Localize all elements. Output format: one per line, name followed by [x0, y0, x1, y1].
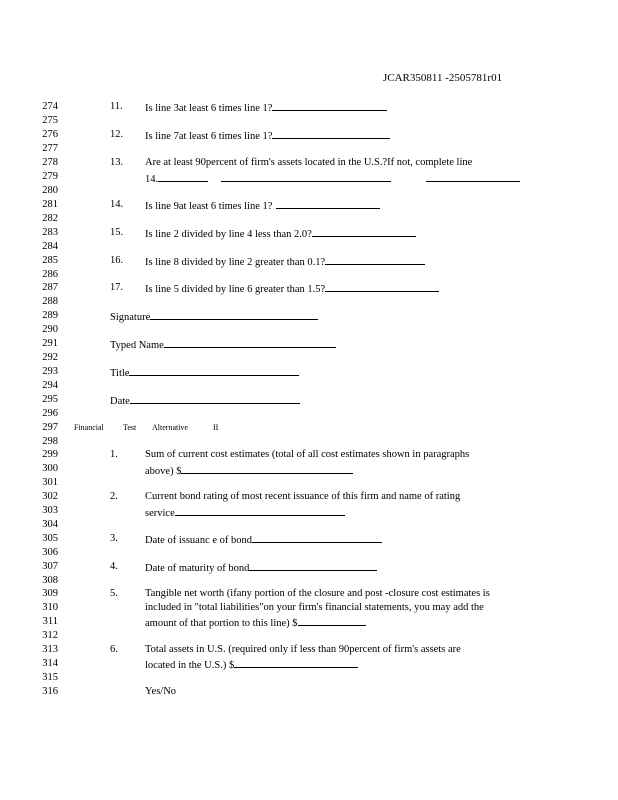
line-number: 315 — [42, 672, 58, 683]
item-number: 13. — [110, 157, 124, 168]
section-heading-word: Test — [123, 423, 137, 432]
yes-no-label: Yes/No — [145, 686, 177, 697]
answer-blank[interactable] — [325, 282, 439, 292]
signature-blank[interactable] — [150, 310, 318, 320]
typed-name-blank[interactable] — [164, 338, 336, 348]
line-number: 293 — [42, 366, 58, 377]
item-text: Sum of current cost estimates (total of all cost estimates shown in paragraphs — [145, 449, 470, 460]
line-number: 283 — [42, 227, 58, 238]
answer-blank[interactable] — [249, 561, 377, 571]
line-number: 307 — [42, 561, 58, 572]
item-text: Date of maturity of bond — [145, 561, 377, 574]
item-number: 16. — [110, 255, 124, 266]
line-number: 306 — [42, 547, 58, 558]
line-number: 298 — [42, 436, 58, 447]
item-text — [145, 129, 390, 142]
item-question: Is line 7at least 6 times line 1? — [145, 131, 273, 142]
line-number: 316 — [42, 686, 58, 697]
line-number: 312 — [42, 630, 58, 641]
line-number: 292 — [42, 352, 58, 363]
item-text — [145, 199, 380, 212]
item-number: 1. — [110, 449, 118, 460]
item-text-continued: located in the U.S.) $ — [145, 658, 358, 671]
item-text-continued: above) $ — [145, 464, 353, 477]
item-number: 6. — [110, 644, 118, 655]
line-number: 296 — [42, 408, 58, 419]
item-text-continued: 14. — [145, 172, 208, 185]
line-number: 313 — [42, 644, 58, 655]
line-number: 302 — [42, 491, 58, 502]
line-number: 286 — [42, 269, 58, 280]
line-number: 277 — [42, 143, 58, 154]
answer-blank[interactable] — [272, 129, 390, 139]
item-text: Are at least 90percent of firm's assets located in the U.S.?If not, complete line — [145, 157, 473, 168]
item-question: Is line 8 divided by line 2 greater than 0.1? — [145, 257, 326, 268]
line-number: 278 — [42, 157, 58, 168]
line-number: 285 — [42, 255, 58, 266]
answer-blank[interactable] — [252, 533, 382, 543]
item-number: 17. — [110, 282, 124, 293]
line-number: 294 — [42, 380, 58, 391]
answer-blank[interactable] — [234, 658, 358, 668]
item-number: 11. — [110, 101, 123, 112]
line-number: 284 — [42, 241, 58, 252]
line-number: 304 — [42, 519, 58, 530]
line-number: 308 — [42, 575, 58, 586]
answer-blank[interactable] — [175, 506, 345, 516]
typed-name-line: Typed Name — [110, 338, 336, 351]
item-text — [145, 101, 387, 114]
line-number: 275 — [42, 115, 58, 126]
line-number: 301 — [42, 477, 58, 488]
line-number: 281 — [42, 199, 58, 210]
answer-blank[interactable] — [272, 101, 387, 111]
line-number: 288 — [42, 296, 58, 307]
item-number: 12. — [110, 129, 124, 140]
title-line: Title — [110, 366, 299, 379]
item-text-continued: amount of that portion to this line) $ — [145, 616, 366, 629]
item-text-continued: service — [145, 506, 345, 519]
line-number: 274 — [42, 101, 58, 112]
line-number: 280 — [42, 185, 58, 196]
item-text: Total assets in U.S. (required only if less than 90percent of firm's assets are — [145, 644, 461, 655]
line-number: 305 — [42, 533, 58, 544]
line-number: 287 — [42, 282, 58, 293]
item-number: 4. — [110, 561, 118, 572]
item-number: 14. — [110, 199, 124, 210]
signature-line: Signature — [110, 310, 318, 323]
title-blank[interactable] — [129, 366, 299, 376]
answer-blank[interactable] — [298, 616, 366, 626]
section-heading-word: II — [213, 423, 219, 432]
item-text — [145, 282, 439, 295]
answer-blank[interactable] — [181, 464, 353, 474]
line-number: 303 — [42, 505, 58, 516]
item-text: Date of issuanc e of bond — [145, 533, 382, 546]
line-number: 291 — [42, 338, 58, 349]
line-number: 309 — [42, 588, 58, 599]
line-number: 297 — [42, 422, 58, 433]
line-number: 290 — [42, 324, 58, 335]
date-line: Date — [110, 394, 300, 407]
item-number: 2. — [110, 491, 118, 502]
line-number: 299 — [42, 449, 58, 460]
line-number: 295 — [42, 394, 58, 405]
answer-blank[interactable] — [426, 172, 520, 182]
line-number: 279 — [42, 171, 58, 182]
line-number: 311 — [42, 616, 58, 627]
item-number: 3. — [110, 533, 118, 544]
line-number: 282 — [42, 213, 58, 224]
line-number: 310 — [42, 602, 58, 613]
answer-blank[interactable] — [276, 199, 380, 209]
item-text: Current bond rating of most recent issuance of this firm and name of rating — [145, 491, 461, 502]
document-header: JCAR350811 -2505781r01 — [383, 72, 503, 84]
item-text-continued: included in "total liabilities"on your firm's financial statements, you may add the — [145, 602, 484, 613]
answer-blank[interactable] — [221, 172, 391, 182]
item-question: Is line 9at least 6 times line 1? — [145, 201, 273, 212]
answer-blank[interactable] — [325, 255, 425, 265]
line-number: 300 — [42, 463, 58, 474]
section-heading-word: Financial — [74, 423, 104, 432]
line-number: 289 — [42, 310, 58, 321]
item-number: 15. — [110, 227, 124, 238]
item-number: 5. — [110, 588, 118, 599]
item-text — [145, 227, 416, 240]
answer-blank[interactable] — [158, 172, 208, 182]
section-heading-word: Alternative — [152, 423, 188, 432]
line-number: 314 — [42, 658, 58, 669]
answer-blank[interactable] — [312, 227, 416, 237]
item-text: Tangible net worth (ifany portion of the closure and post -closure cost estimates is — [145, 588, 490, 599]
item-question: Is line 3at least 6 times line 1? — [145, 103, 273, 114]
date-blank[interactable] — [130, 394, 300, 404]
item-question: Is line 2 divided by line 4 less than 2.0? — [145, 229, 312, 240]
line-number: 276 — [42, 129, 58, 140]
item-question: Is line 5 divided by line 6 greater than 1.5? — [145, 284, 326, 295]
item-text — [145, 255, 425, 268]
